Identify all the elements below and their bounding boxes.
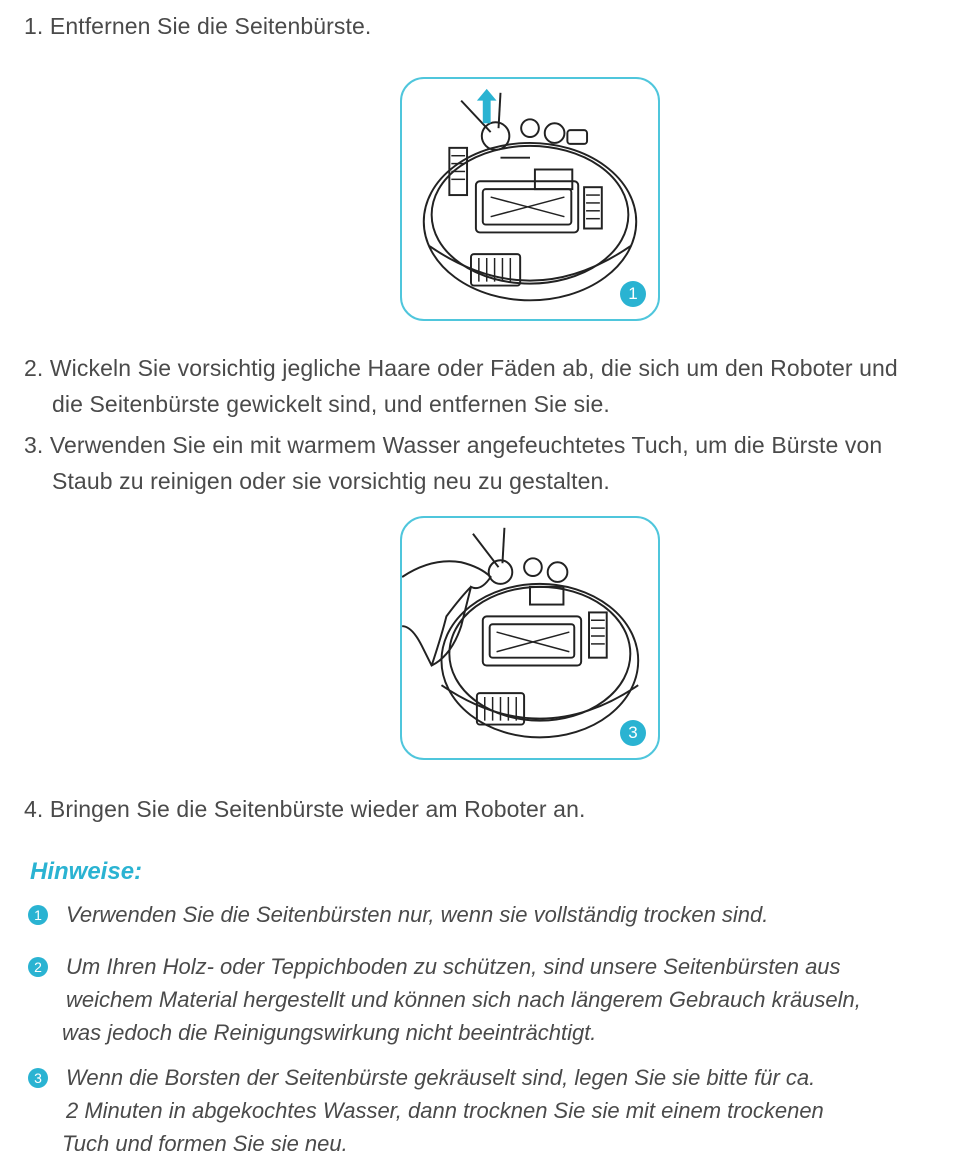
- note-3-line3: Tuch und formen Sie sie neu.: [62, 1131, 348, 1156]
- note-1-line1: Verwenden Sie die Seitenbürsten nur, wenn sie vollständig trocken sind.: [66, 902, 769, 927]
- step-1-text: 1. Entfernen Sie die Seitenbürste.: [24, 13, 372, 39]
- figure-badge: 1: [620, 281, 646, 307]
- step-3: [24, 427, 882, 499]
- step-3-text-line2: Staub zu reinigen oder sie vorsichtig neu zu gestalten.: [52, 468, 610, 494]
- step-2: [24, 350, 898, 422]
- note-2: [28, 950, 861, 1049]
- step-1: [24, 8, 371, 44]
- arrow-up-icon: [477, 89, 497, 123]
- note-number-badge: 2: [28, 957, 48, 977]
- note-3-line2: 2 Minuten in abgekochtes Wasser, dann trocknen Sie sie mit einem trockenen: [66, 1098, 824, 1123]
- step-4-text: 4. Bringen Sie die Seitenbürste wieder am Roboter an.: [24, 796, 586, 822]
- figure-badge: 3: [620, 720, 646, 746]
- figure-3-clean-brush: [400, 516, 660, 760]
- step-2-text-line2: die Seitenbürste gewickelt sind, und entfernen Sie sie.: [52, 391, 610, 417]
- figure-1-remove-brush: [400, 77, 660, 321]
- note-3-line1: Wenn die Borsten der Seitenbürste gekräuselt sind, legen Sie sie bitte für ca.: [66, 1065, 816, 1090]
- step-4: [24, 791, 585, 827]
- note-3: [28, 1061, 824, 1160]
- note-number-badge: 3: [28, 1068, 48, 1088]
- note-1: [28, 898, 768, 931]
- note-2-line2: weichem Material hergestellt und können sich nach längerem Gebrauch kräuseln,: [66, 987, 861, 1012]
- robot-underside-illustration: [402, 79, 658, 319]
- notes-title: Hinweise:: [30, 858, 143, 885]
- note-number-badge: 1: [28, 905, 48, 925]
- step-2-text-line1: 2. Wickeln Sie vorsichtig jegliche Haare oder Fäden ab, die sich um den Roboter und: [24, 355, 898, 381]
- note-2-line1: Um Ihren Holz- oder Teppichboden zu schützen, sind unsere Seitenbürsten aus: [66, 954, 841, 979]
- robot-cleaning-illustration: [402, 518, 658, 758]
- step-3-text-line1: 3. Verwenden Sie ein mit warmem Wasser angefeuchtetes Tuch, um die Bürste von: [24, 432, 883, 458]
- note-2-line3: was jedoch die Reinigungswirkung nicht beeinträchtigt.: [62, 1020, 597, 1045]
